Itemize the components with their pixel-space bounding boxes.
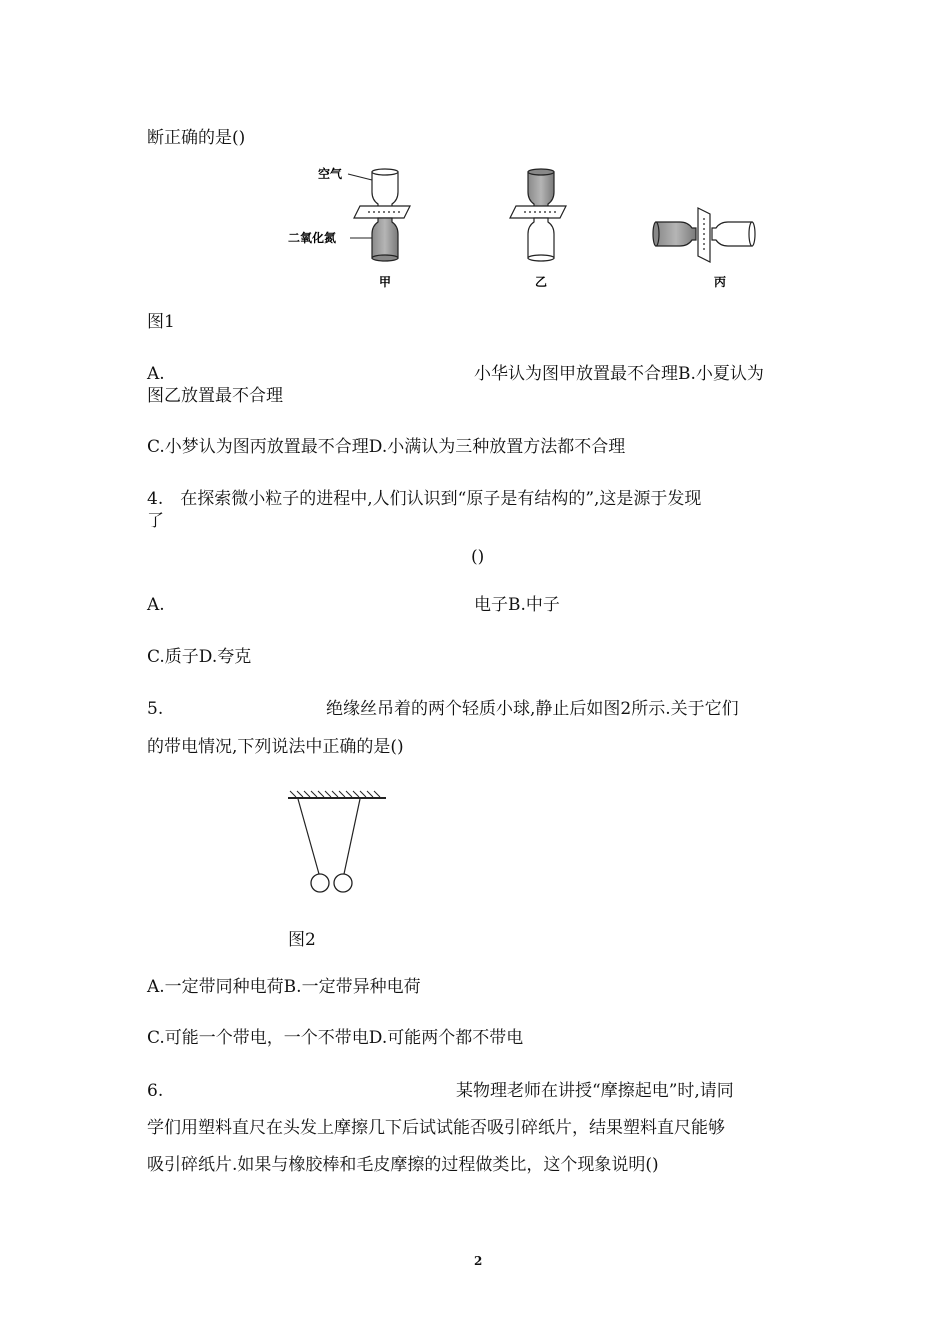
figure-1-caption: 图1 (147, 312, 175, 332)
label-air: 空气 (318, 167, 343, 181)
q5-stem: 绝缘丝吊着的两个轻质小球,静止后如图2所示.关于它们 (326, 699, 739, 719)
q5-number: 5. (147, 699, 164, 719)
bottle-setup-bing (653, 208, 755, 262)
figure-2-caption: 图2 (288, 930, 316, 950)
label-jia: 甲 (379, 275, 392, 289)
q6-line-2: 学们用塑料直尺在头发上摩擦几下后试试能否吸引碎纸片，结果塑料直尺能够 (147, 1118, 725, 1138)
q3-option-a-letter: A. (147, 364, 165, 384)
q4-stem: 4. 在探索微小粒子的进程中,人们认识到“原子是有结构的”,这是源于发现 (147, 489, 702, 509)
q5-stem-cont: 的带电情况,下列说法中正确的是() (147, 737, 404, 757)
q3-option-b-cont: 图乙放置最不合理 (147, 386, 283, 406)
ball-left (311, 874, 329, 892)
q4-option-ab: 电子B.中子 (474, 595, 560, 615)
q3-option-ab-text: 小华认为图甲放置最不合理B.小夏认为 (474, 364, 764, 384)
q4-paren: () (471, 547, 485, 567)
leader-air (348, 174, 372, 180)
q4-stem-cont: 了 (147, 511, 164, 531)
q5-option-ab: A.一定带同种电荷B.一定带异种电荷 (147, 977, 421, 997)
q4-option-a-letter: A. (147, 595, 165, 615)
q6-number: 6. (147, 1081, 164, 1101)
q6-line-3: 吸引碎纸片.如果与橡胶棒和毛皮摩擦的过程做类比，这个现象说明() (147, 1155, 659, 1175)
q5-option-cd: C.可能一个带电，一个不带电D.可能两个都不带电 (147, 1028, 524, 1048)
thread-left (298, 799, 319, 874)
q4-option-cd: C.质子D.夸克 (147, 647, 252, 667)
page-number: 2 (474, 1254, 483, 1268)
figure-1-gas-diffusion (288, 160, 780, 295)
intro-line: 断正确的是() (147, 128, 246, 148)
label-yi: 乙 (535, 275, 548, 289)
label-bing: 丙 (714, 275, 727, 289)
figure-2-hanging-balls (282, 788, 392, 908)
q6-stem: 某物理老师在讲授“摩擦起电”时,请同 (456, 1081, 734, 1101)
bottle-setup-yi (510, 169, 566, 261)
bottle-setup-jia (354, 169, 410, 261)
ball-right (334, 874, 352, 892)
thread-right (344, 799, 360, 874)
label-no2: 二氧化氮 (288, 231, 337, 245)
q3-option-cd: C.小梦认为图丙放置最不合理D.小满认为三种放置方法都不合理 (147, 437, 626, 457)
